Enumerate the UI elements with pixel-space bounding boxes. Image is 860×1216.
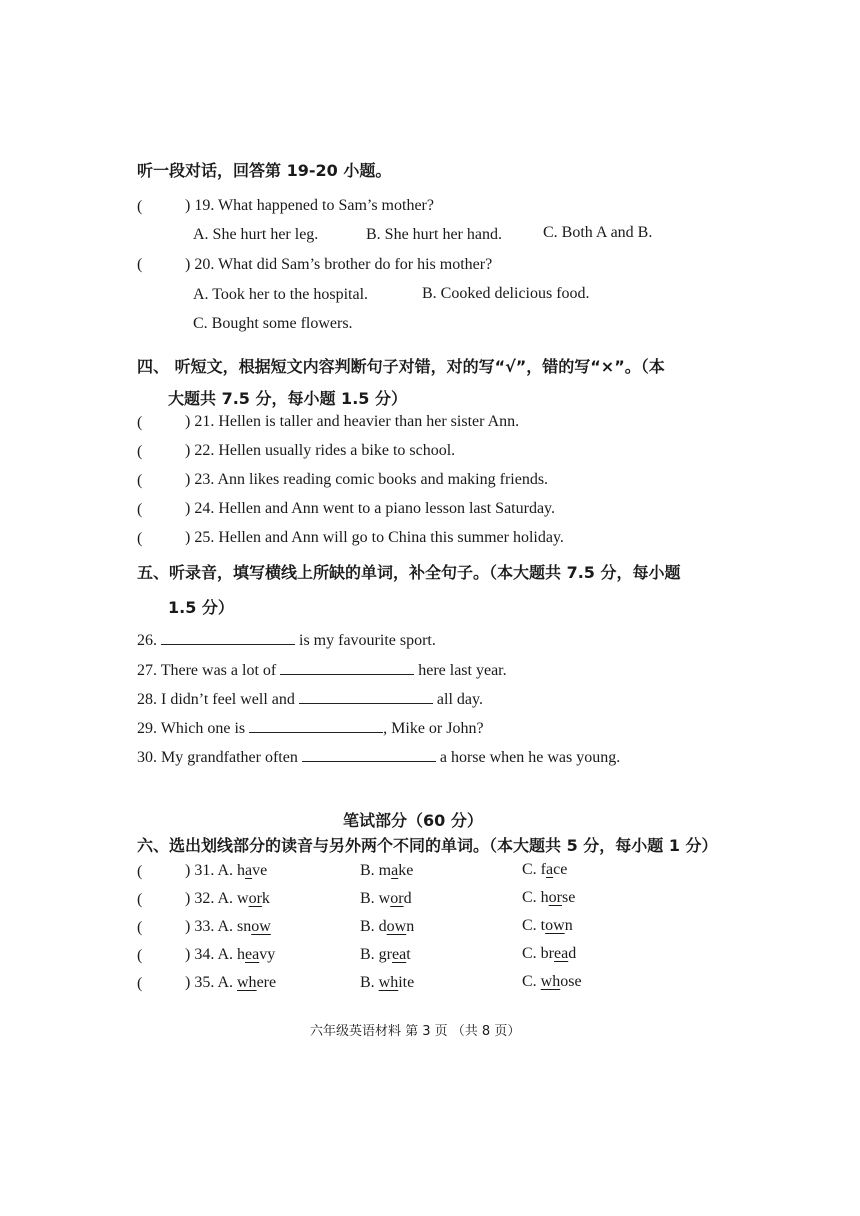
option-a-text: w	[237, 890, 249, 907]
q-number: ) 35. A.	[185, 974, 233, 991]
question-25: ) 25. Hellen and Ann will go to China this summer holiday.	[185, 529, 564, 546]
underlined-part: or	[548, 889, 562, 906]
option-a-text: h	[237, 862, 245, 879]
q30-suffix: a horse when he was young.	[439, 749, 621, 766]
q33-option-b	[360, 918, 414, 936]
q-number: ) 31. A.	[185, 862, 233, 879]
underlined-part: wh	[237, 974, 257, 991]
answer-paren: (	[137, 472, 143, 489]
section-6-title: 六、选出划线部分的读音与另外两个不同的单词。（本大题共 5 分，每小题 1 分）	[137, 836, 718, 855]
section-19-20-intro: 听一段对话，回答第 19-20 小题。	[137, 161, 392, 180]
written-part-title: 笔试部分（60 分）	[343, 811, 483, 830]
q26-prefix: 26.	[137, 632, 157, 649]
q27-suffix: here last year.	[418, 662, 507, 679]
question-35	[185, 974, 276, 992]
option-c-text: C. br	[522, 945, 554, 962]
option-c-text: ce	[553, 861, 568, 878]
section-5-title-cont: 1.5 分）	[168, 598, 234, 617]
underlined-part: a	[546, 861, 554, 878]
question-32	[185, 890, 270, 908]
option-b-text: ke	[398, 862, 414, 879]
q35-option-c	[522, 973, 582, 991]
answer-paren: (	[137, 414, 143, 431]
question-19: ) 19. What happened to Sam’s mother?	[185, 197, 434, 214]
option-a-text: ere	[256, 974, 277, 991]
underlined-part: ow	[545, 917, 565, 934]
q31-option-b	[360, 862, 413, 880]
option-a-text: k	[261, 890, 270, 907]
option-a-text: sn	[237, 918, 252, 935]
q32-option-c	[522, 889, 575, 907]
page-footer: 六年级英语材料 第 3 页 （共 8 页）	[310, 1024, 521, 1039]
option-a-text: ve	[252, 862, 268, 879]
underlined-part: ow	[251, 918, 271, 935]
q33-option-c	[522, 917, 573, 935]
q34-option-c	[522, 945, 576, 963]
option-c-text: C. h	[522, 889, 549, 906]
option-b-text: B. d	[360, 918, 387, 935]
q27-prefix: 27. There was a lot of	[137, 662, 277, 679]
question-33	[185, 918, 271, 936]
underlined-part: a	[245, 862, 253, 879]
section-4-title: 四、 听短文，根据短文内容判断句子对错，对的写“√”，错的写“×”。（本	[137, 357, 665, 376]
option-b-text: n	[406, 918, 415, 935]
option-b-text: d	[403, 890, 412, 907]
question-24: ) 24. Hellen and Ann went to a piano lesson last Saturday.	[185, 500, 555, 517]
question-31	[185, 862, 267, 880]
answer-blank[interactable]	[280, 660, 414, 675]
option-a-text: vy	[259, 946, 276, 963]
option-c-text: d	[568, 945, 577, 962]
answer-paren: (	[137, 891, 143, 908]
q30-prefix: 30. My grandfather often	[137, 749, 298, 766]
q35-option-b	[360, 974, 414, 992]
q28-prefix: 28. I didn’t feel well and	[137, 691, 295, 708]
q19-option-b: B. She hurt her hand.	[366, 226, 502, 243]
q29-suffix: , Mike or John?	[383, 720, 484, 737]
answer-paren: (	[137, 919, 143, 936]
question-34	[185, 946, 275, 964]
answer-paren: (	[137, 256, 143, 273]
answer-paren: (	[137, 863, 143, 880]
section-5-title: 五、听录音，填写横线上所缺的单词，补全句子。（本大题共 7.5 分，每小题	[137, 563, 681, 582]
q-number: ) 34. A.	[185, 946, 233, 963]
answer-paren: (	[137, 443, 143, 460]
q20-option-a: A. Took her to the hospital.	[193, 286, 369, 303]
option-b-text: B. gr	[360, 946, 392, 963]
question-28	[137, 689, 483, 709]
underlined-part: ow	[386, 918, 407, 935]
q-number: ) 33. A.	[185, 918, 233, 935]
question-23: ) 23. Ann likes reading comic books and making friends.	[185, 471, 549, 488]
q28-suffix: all day.	[436, 691, 483, 708]
underlined-part: wh	[378, 974, 399, 991]
answer-paren: (	[137, 530, 143, 547]
option-b-text: B.	[360, 974, 379, 991]
underlined-part: or	[248, 890, 262, 907]
question-21: ) 21. Hellen is taller and heavier than her sister Ann.	[185, 413, 520, 430]
question-30	[137, 747, 620, 767]
option-c-text: C. t	[522, 917, 546, 934]
option-c-text: C. f	[522, 861, 546, 878]
q20-option-b: B. Cooked delicious food.	[422, 285, 590, 302]
q34-option-b	[360, 946, 411, 964]
q26-suffix: is my favourite sport.	[299, 632, 436, 649]
question-27	[137, 660, 507, 680]
underlined-part: ea	[392, 946, 407, 963]
q32-option-b	[360, 890, 412, 908]
answer-paren: (	[137, 947, 143, 964]
option-c-text: ose	[560, 973, 582, 990]
q29-prefix: 29. Which one is	[137, 720, 246, 737]
section-4-title-cont: 大题共 7.5 分，每小题 1.5 分）	[168, 389, 407, 408]
q31-option-c	[522, 861, 567, 879]
question-20: ) 20. What did Sam’s brother do for his mother?	[185, 256, 493, 273]
answer-blank[interactable]	[249, 718, 383, 733]
answer-paren: (	[137, 501, 143, 518]
answer-paren: (	[137, 975, 143, 992]
answer-blank[interactable]	[302, 747, 436, 762]
question-29	[137, 718, 484, 738]
q-number: ) 32. A.	[185, 890, 233, 907]
option-c-text: n	[564, 917, 573, 934]
underlined-part: wh	[540, 973, 561, 990]
option-a-text: h	[237, 946, 245, 963]
answer-blank[interactable]	[299, 689, 433, 704]
option-b-text: ite	[398, 974, 415, 991]
underlined-part: a	[391, 862, 399, 879]
option-b-text: B. m	[360, 862, 392, 879]
question-22: ) 22. Hellen usually rides a bike to school.	[185, 442, 456, 459]
question-26	[137, 630, 436, 650]
underlined-part: or	[390, 890, 404, 907]
q19-option-c: C. Both A and B.	[543, 224, 653, 241]
underlined-part: ea	[554, 945, 569, 962]
option-b-text: B. w	[360, 890, 391, 907]
q19-option-a: A. She hurt her leg.	[193, 226, 319, 243]
underlined-part: ea	[245, 946, 260, 963]
option-c-text: C.	[522, 973, 541, 990]
option-c-text: se	[562, 889, 576, 906]
q20-option-c: C. Bought some flowers.	[193, 315, 353, 332]
option-b-text: t	[406, 946, 411, 963]
answer-blank[interactable]	[161, 630, 295, 645]
answer-paren: (	[137, 198, 143, 215]
